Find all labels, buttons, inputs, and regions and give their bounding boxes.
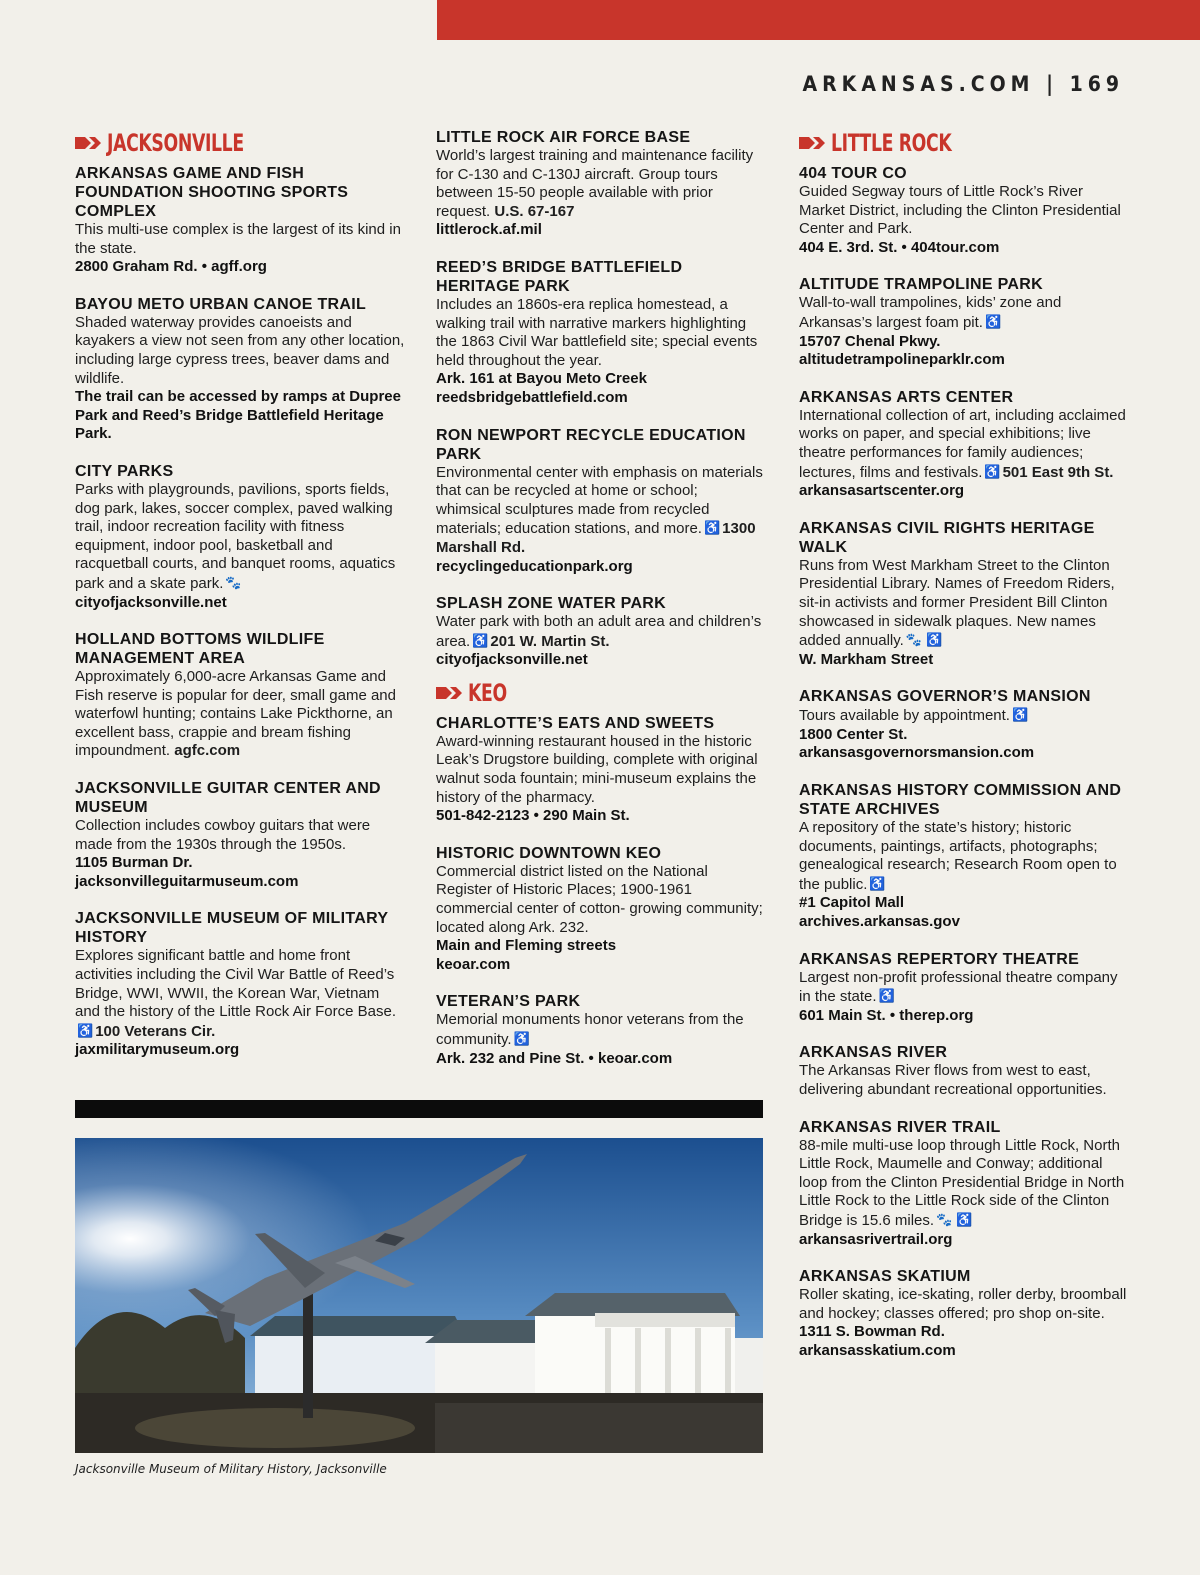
list-item (799, 1043, 1129, 1099)
entry-description-text: Explores significant battle and home front activities including the Civil War Battle of Reed’s Bridge, WWI, WWII, the Korean War, Vietnam and the history of the Little Rock Air Force Base. (75, 947, 396, 1021)
list-item (799, 687, 1129, 763)
entry-website[interactable]: recyclingeducationpark.org (436, 557, 633, 575)
entry-title: ARKANSAS HISTORY COMMISSION AND STATE ARCHIVES (799, 782, 1122, 819)
entry-description-text: Approximately 6,000-acre Arkansas Game and Fish reserve is popular for deer, small game and waterfowl hunting; contains Lake Pickthorne, an excellent bass, crappie and bream fishing impoundment. (75, 668, 396, 760)
entry-website[interactable]: altitudetrampolineparklr.com (799, 351, 1005, 369)
entry-description (75, 668, 405, 761)
list-item (436, 714, 766, 826)
entry-website[interactable]: archives.arkansas.gov (799, 913, 960, 931)
entry-title: CITY PARKS (75, 462, 174, 480)
entry-description-text: Environmental center with emphasis on materials that can be recycled at home or school; whimsical sculptures made from recycled materials; education stations, and more. (436, 463, 763, 538)
list-item (799, 781, 1129, 932)
list-item (436, 426, 766, 577)
entry-description: This multi-use complex is the largest of its kind in the state. (75, 221, 401, 257)
list-item (75, 164, 405, 277)
photo-caption: Jacksonville Museum of Military History, Jacksonville (75, 1462, 387, 1476)
entry-title: LITTLE ROCK AIR FORCE BASE (436, 129, 691, 146)
double-arrow-icon (799, 135, 829, 151)
wheelchair-icon: ♿ (878, 988, 895, 1004)
page-number: 169 (1069, 72, 1124, 96)
wheelchair-icon: ♿ (984, 313, 1002, 329)
entry-title: ARKANSAS REPERTORY THEATRE (799, 950, 1080, 968)
wheelchair-icon: ♿ (77, 1022, 94, 1038)
entry-description (799, 706, 1129, 726)
entry-website[interactable]: jacksonvilleguitarmuseum.com (75, 872, 299, 890)
entry-website[interactable]: arkansasrivertrail.org (799, 1230, 953, 1248)
entry-title: HOLLAND BOTTOMS WILDLIFE MANAGEMENT AREA (75, 631, 325, 668)
list-item (799, 275, 1129, 369)
entry-address: #1 Capitol Mall (799, 894, 905, 912)
entry-description: Commercial district listed on the National Register of Historic Places; 1900-1961 commercial center of cotton- growing community; located along Ark. 232. (436, 862, 763, 936)
paw-icon: 🐾 (225, 574, 242, 590)
entry-description-text: A repository of the state’s history; historic documents, paintings, artifacts, photographs; genealogical research; Research Room open to the public. (799, 819, 1117, 893)
entry-description-text: International collection of art, including acclaimed works on paper, and special exhibitions; live theatre performances for family audiences; lectures, films and festivals. (799, 406, 1126, 481)
entry-description: The Arkansas River flows from west to east, delivering abundant recreational opportunities. (799, 1062, 1107, 1098)
double-arrow-icon (75, 135, 105, 151)
list-item (436, 992, 766, 1068)
wheelchair-icon: ♿ (984, 463, 1001, 479)
entry-title: ARKANSAS RIVER (799, 1044, 948, 1062)
entry-address: Main and Fleming streets (436, 937, 617, 955)
entry-address: 1800 Center St. (799, 725, 908, 743)
entry-description (436, 613, 766, 651)
entry-website[interactable]: reedsbridgebattlefield.com (436, 388, 628, 406)
entry-description (75, 947, 405, 1041)
entry-description-text: World’s largest training and maintenance facility for C-130 and C-130J aircraft. Group tours between 15-50 people available with prior request. (436, 147, 754, 220)
entry-address: 15707 Chenal Pkwy. (799, 332, 941, 350)
entry-title: HISTORIC DOWNTOWN KEO (436, 844, 662, 862)
entry-description (436, 464, 766, 558)
wheelchair-icon: ♿ (1011, 707, 1029, 723)
entry-website[interactable]: jaxmilitarymuseum.org (75, 1041, 240, 1059)
top-accent-bar (437, 0, 1200, 40)
site-name: ARKANSAS.COM (802, 72, 1035, 96)
header-divider: | (1046, 72, 1058, 96)
entry-description (436, 147, 766, 221)
entry-description-text: Largest non-profit professional theatre company in the state. (799, 968, 1118, 1006)
entry-address: Ark. 232 and Pine St. • keoar.com (436, 1049, 673, 1067)
entry-title: ARKANSAS GAME AND FISH FOUNDATION SHOOTING SPORTS COMPLEX (75, 165, 349, 220)
entry-description: Includes an 1860s-era replica homestead, a walking trail with narrative markers highlighting the 1863 Civil War battlefield site; special events held throughout the year. (436, 295, 758, 369)
wheelchair-icon: ♿ (472, 632, 489, 648)
entry-address: W. Markham Street (799, 650, 934, 668)
entry-description (799, 294, 1129, 332)
list-item (799, 388, 1129, 501)
list-item (799, 164, 1129, 257)
list-item (799, 1118, 1129, 1250)
list-item (799, 519, 1129, 670)
entry-website[interactable]: agfc.com (174, 742, 241, 760)
paw-icon: 🐾 (936, 1211, 953, 1227)
entry-title: SPLASH ZONE WATER PARK (436, 595, 667, 613)
entry-title: ARKANSAS CIVIL RIGHTS HERITAGE WALK (799, 519, 1095, 556)
entry-title: BAYOU METO URBAN CANOE TRAIL (75, 295, 367, 313)
entry-title: JACKSONVILLE MUSEUM OF MILITARY HISTORY (75, 910, 389, 947)
entry-title: REED’S BRIDGE BATTLEFIELD HERITAGE PARK (436, 258, 683, 295)
entry-description-text: Runs from West Markham Street to the Clinton Presidential Library. Names of Freedom Riders, sit-in activists and former President Bill Clinton showcased in sidewalk plaques. New names added annually. (799, 556, 1115, 650)
list-item (436, 594, 766, 670)
entry-website[interactable]: keoar.com (436, 955, 511, 973)
entry-description-text: Tours available by appointment. (799, 707, 1010, 725)
section-title: LITTLE ROCK (831, 129, 952, 157)
entry-description (436, 1011, 766, 1049)
entry-title: VETERAN’S PARK (436, 993, 581, 1011)
entry-website[interactable]: arkansasgovernorsmansion.com (799, 744, 1035, 762)
entry-title: ARKANSAS GOVERNOR’S MANSION (799, 688, 1091, 706)
page-header (803, 72, 1125, 96)
entry-address[interactable]: 2800 Graham Rd. • agff.org (75, 258, 267, 276)
double-arrow-icon (436, 685, 466, 701)
list-item (436, 258, 766, 408)
entry-description (75, 481, 405, 594)
list-item (75, 462, 405, 612)
entry-address: 1300 Marshall Rd. (436, 520, 756, 556)
entry-title: ALTITUDE TRAMPOLINE PARK (799, 276, 1043, 294)
wheelchair-icon: ♿ (926, 632, 943, 648)
entry-description (799, 969, 1129, 1007)
list-item (75, 909, 405, 1060)
entry-description: Roller skating, ice-skating, roller derby, broomball and hockey; classes offered; pro shop on-site. (799, 1286, 1127, 1322)
entry-title: 404 TOUR CO (799, 165, 907, 182)
section-title: JACKSONVILLE (107, 129, 244, 157)
entry-address: 501 East 9th St. (1002, 463, 1114, 481)
entry-description-text: Wall-to-wall trampolines, kids’ zone and Arkansas’s largest foam pit. (799, 294, 1062, 331)
column-3 (799, 128, 1129, 1379)
entry-website[interactable]: littlerock.af.mil (436, 221, 542, 239)
entry-description (799, 819, 1129, 894)
museum-photo (75, 1138, 763, 1453)
entry-title: ARKANSAS RIVER TRAIL (799, 1118, 1001, 1136)
list-item (75, 295, 405, 444)
entry-website[interactable]: cityofjacksonville.net (436, 651, 588, 669)
list-item (75, 630, 405, 761)
section-title: KEO (468, 678, 507, 707)
paw-icon: 🐾 (905, 632, 922, 648)
entry-title: ARKANSAS ARTS CENTER (799, 388, 1014, 406)
column-1 (75, 128, 405, 1078)
wheelchair-icon: ♿ (956, 1211, 973, 1227)
entry-description: Guided Segway tours of Little Rock’s River Market District, including the Clinton Presidential Center and Park. (799, 183, 1121, 238)
entry-address[interactable]: 404 E. 3rd. St. • 404tour.com (799, 238, 1000, 256)
wheelchair-icon: ♿ (703, 520, 721, 536)
entry-description: Shaded waterway provides canoeists and kayakers a view not seen from any other location, including large cypress trees, beaver dams and wildlife. (75, 313, 405, 387)
entry-address[interactable]: 601 Main St. • therep.org (799, 1006, 974, 1024)
list-item (75, 779, 405, 891)
section-little-rock (799, 128, 1129, 158)
entry-note: The trail can be accessed by ramps at Dupree Park and Reed’s Bridge Battlefield Heritage Park. (75, 388, 401, 443)
entry-address: 1311 S. Bowman Rd. (799, 1323, 945, 1341)
section-keo (436, 678, 766, 708)
entry-description-text: Parks with playgrounds, pavilions, sports fields, dog park, lakes, soccer complex, paved walking trail, indoor recreation facility with fitness equipment, indoor pool, basketball and racquetball courts, and banquet rooms, aquatics park and a skate park. (75, 480, 396, 592)
list-item (436, 844, 766, 975)
entry-description-text: Memorial monuments honor veterans from the community. (436, 1011, 744, 1048)
entry-address: Ark. 161 at Bayou Meto Creek (436, 370, 647, 388)
entry-title: RON NEWPORT RECYCLE EDUCATION PARK (436, 426, 746, 463)
entry-description (799, 557, 1129, 651)
entry-title: ARKANSAS SKATIUM (799, 1268, 971, 1286)
list-item (799, 950, 1129, 1026)
entry-description-text: Water park with both an adult area and children’s area. (436, 613, 762, 650)
section-jacksonville (75, 128, 405, 158)
entry-website[interactable]: arkansasskatium.com (799, 1341, 956, 1359)
wheelchair-icon: ♿ (513, 1031, 530, 1046)
entry-description (799, 1137, 1129, 1231)
entry-website[interactable]: arkansasartscenter.org (799, 482, 965, 500)
entry-title: JACKSONVILLE GUITAR CENTER AND MUSEUM (75, 780, 381, 817)
column-2 (436, 128, 766, 1086)
entry-title: CHARLOTTE’S EATS AND SWEETS (436, 714, 715, 732)
entry-address: U.S. 67-167 (494, 202, 575, 220)
entry-description (799, 407, 1129, 482)
entry-description: Award-winning restaurant housed in the historic Leak’s Drugstore building, complete with original walnut soda fountain; mini-museum explains the history of the pharmacy. (436, 732, 758, 806)
entry-address: 201 W. Martin St. (490, 632, 610, 650)
entry-address: 501-842-2123 • 290 Main St. (436, 807, 630, 825)
list-item (799, 1267, 1129, 1360)
entry-description: Collection includes cowboy guitars that were made from the 1930s through the 1950s. (75, 817, 371, 853)
divider-bar (75, 1100, 763, 1118)
entry-description-text: 88-mile multi-use loop through Little Rock, North Little Rock, Maumelle and Conway; additional loop from the Clinton Presidential Bridge in North Little Rock to the Little Rock side of the Clinton Bridge is 15.6 miles. (799, 1136, 1125, 1229)
entry-address: 100 Veterans Cir. (95, 1022, 216, 1040)
list-item (436, 128, 766, 240)
wheelchair-icon: ♿ (869, 875, 886, 891)
entry-address: 1105 Burman Dr. (75, 854, 193, 872)
entry-website[interactable]: cityofjacksonville.net (75, 593, 227, 611)
